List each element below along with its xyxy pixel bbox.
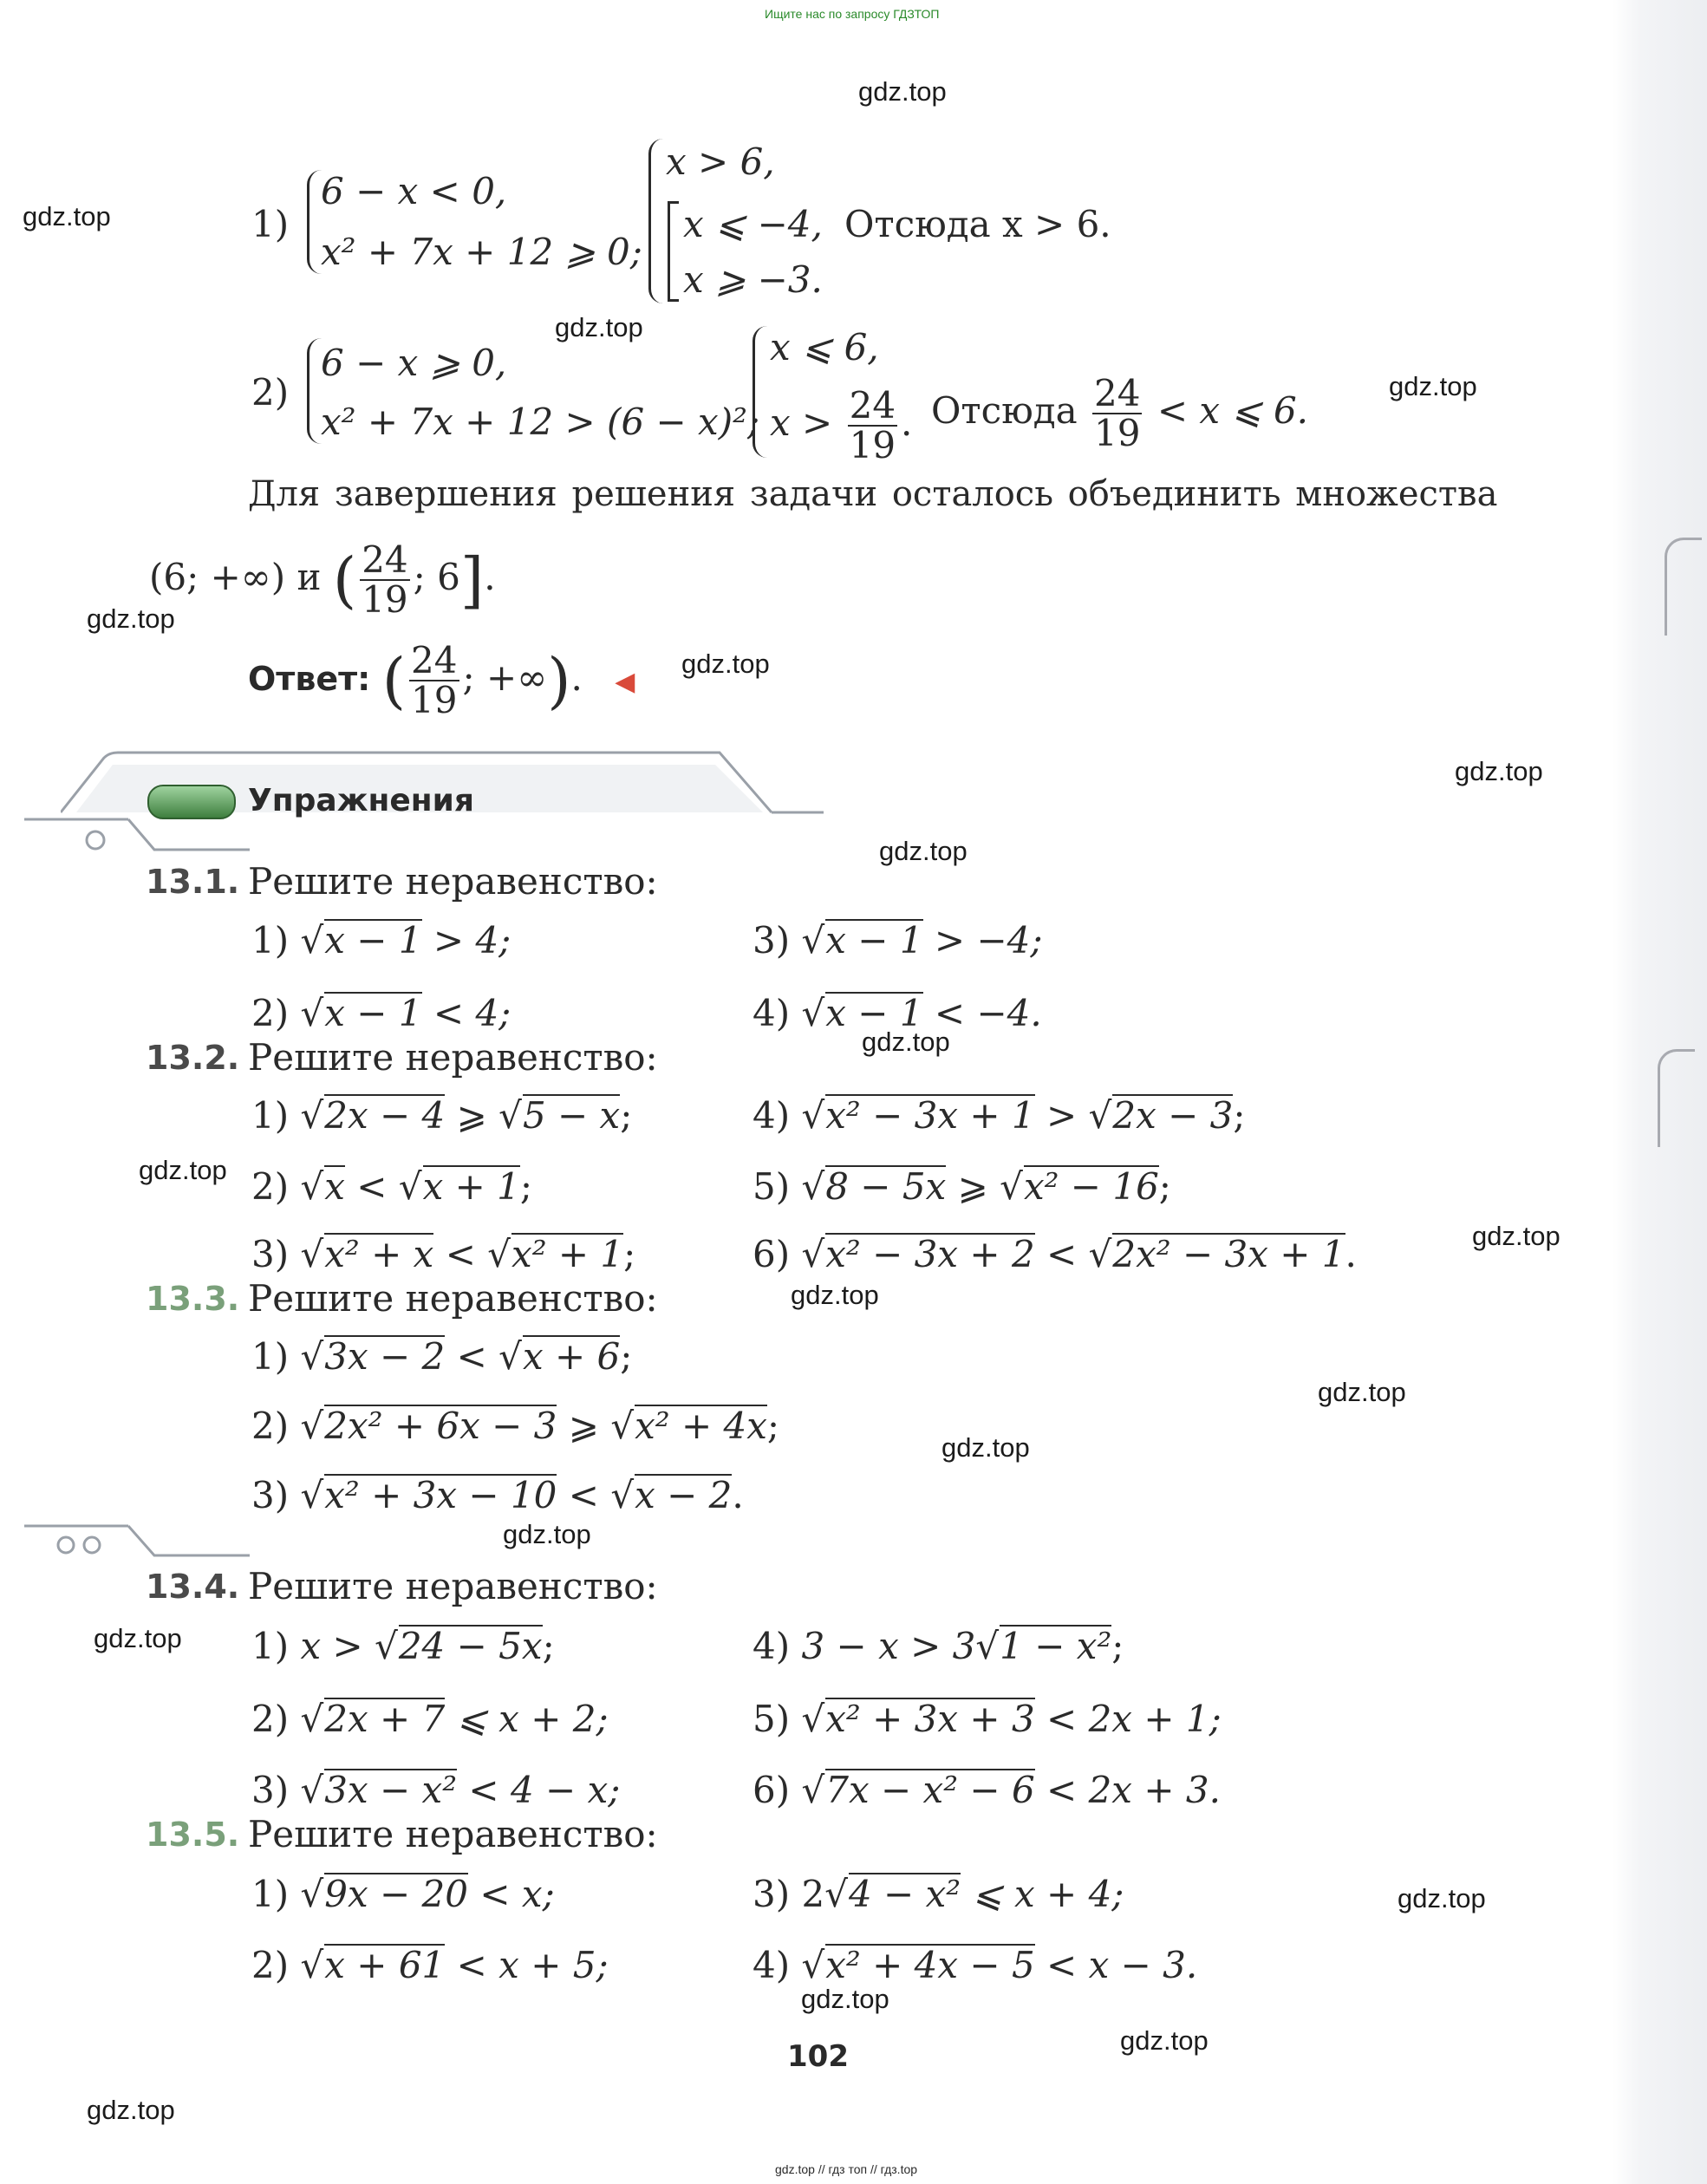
fraction-denominator: 19 <box>849 424 896 467</box>
watermark: gdz.top <box>681 649 770 679</box>
radicand: x² + 3x − 10 <box>324 1474 557 1516</box>
item-rest: ; <box>542 1625 555 1667</box>
difficulty-rule-two-circles <box>24 1521 250 1561</box>
item-rest: < x + 5; <box>445 1944 609 1986</box>
item-end: ; <box>620 1335 633 1378</box>
item-end: ; <box>1233 1094 1246 1137</box>
watermark: gdz.top <box>791 1280 879 1310</box>
case2-label: 2) <box>251 371 290 414</box>
item-label: 3) <box>251 1769 290 1811</box>
item-label: 1) <box>251 1094 290 1137</box>
item-label: 2) <box>251 1165 290 1208</box>
item-rest: < x; <box>467 1873 555 1915</box>
item-label: 5) <box>753 1698 791 1740</box>
exercise-13-5-item-4: 4) √x² + 4x − 5 < x − 3. <box>753 1944 1198 1986</box>
exercise-13-2-item-3: 3) √x² + x < √x² + 1; <box>251 1233 636 1275</box>
case2-result-brace <box>753 326 767 458</box>
case1-label: 1) <box>251 203 290 245</box>
radicand-2: x + 1 <box>422 1165 520 1208</box>
fraction-numerator: 24 <box>411 639 458 681</box>
exercise-number-13-1: 13.1. <box>146 863 240 901</box>
case1-result-line1: x > 6, <box>666 140 775 183</box>
watermark: gdz.top <box>858 76 947 107</box>
radicand: 1 − x² <box>1000 1625 1112 1667</box>
watermark: gdz.top <box>23 201 111 231</box>
relation: < <box>1034 1233 1089 1275</box>
radicand: x² − 3x + 2 <box>825 1233 1035 1275</box>
exercise-number-13-2: 13.2. <box>146 1039 240 1077</box>
watermark: gdz.top <box>555 312 643 342</box>
radicand: 7x − x² − 6 <box>825 1769 1035 1811</box>
item-rest: < 2x + 3. <box>1034 1769 1221 1811</box>
exercise-13-5-item-2: 2) √x + 61 < x + 5; <box>251 1944 609 1986</box>
union-intervals: (6; +∞) и ( $\frac{24}{19}$ ; 6]. <box>149 538 496 622</box>
item-label: 2) <box>251 992 290 1034</box>
exercise-13-2-item-1: 1) √2x − 4 ⩾ √5 − x; <box>251 1094 633 1137</box>
exercise-13-1-item-1 <box>251 919 511 962</box>
item-label: 6) <box>753 1769 791 1811</box>
case1-system-line2: x² + 7x + 12 ⩾ 0; <box>321 231 642 273</box>
sqrt-sign: √ <box>801 992 825 1034</box>
item-rest: ; <box>1111 1625 1124 1667</box>
interval-two-fraction <box>360 538 409 622</box>
radicand-2: 2x² − 3x + 1 <box>1112 1233 1345 1275</box>
answer-line: Ответ: ( $\frac{24}{19}$ ; +∞). ◀ <box>248 639 635 722</box>
exercise-13-4-item-4: 4) 3 − x > 3√1 − x²; <box>753 1625 1124 1667</box>
margin-bracket-bottom <box>1658 1049 1695 1147</box>
exercise-title-13-3: Решите неравенство: <box>248 1277 658 1320</box>
sqrt-sign: √ <box>300 992 324 1034</box>
case2-system-line2: x² + 7x + 12 > (6 − x)²; <box>321 401 760 443</box>
case1-system-brace <box>307 170 322 274</box>
radicand: x² + 4x − 5 <box>825 1944 1035 1986</box>
item-label: 5) <box>753 1165 791 1208</box>
exercise-13-4-item-3: 3) √3x − x² < 4 − x; <box>251 1769 621 1811</box>
case2-result-prefix: x > <box>770 401 833 445</box>
item-label: 2) <box>251 1944 290 1986</box>
item-label: 2) <box>251 1405 290 1447</box>
watermark: gdz.top <box>1472 1221 1560 1251</box>
watermark: gdz.top <box>87 2095 175 2125</box>
exercise-13-4-item-1: 1) x > √24 − 5x; <box>251 1625 555 1667</box>
item-lead: x > <box>300 1625 375 1667</box>
fraction-denominator: 19 <box>411 679 458 722</box>
item-rest: < 4 − x; <box>457 1769 621 1811</box>
radicand: x − 1 <box>825 919 923 962</box>
section-title: Упражнения <box>248 783 475 818</box>
item-label: 1) <box>251 1335 290 1378</box>
item-rest: ⩽ x + 2; <box>445 1698 609 1740</box>
end-of-solution-icon: ◀ <box>615 667 635 698</box>
exercise-number-13-5: 13.5. <box>146 1816 240 1854</box>
item-label: 3) <box>753 919 791 962</box>
case1-result-line2: x ⩽ −4, <box>683 203 823 245</box>
exercise-title-13-2: Решите неравенство: <box>248 1036 658 1079</box>
watermark: gdz.top <box>1398 1883 1486 1913</box>
watermark: gdz.top <box>1318 1377 1406 1407</box>
item-label: 4) <box>753 1094 791 1137</box>
item-label: 1) <box>251 1625 290 1667</box>
exercise-13-2-item-2: 2) √x < √x + 1; <box>251 1165 533 1208</box>
exercise-13-2-item-6: 6) √x² − 3x + 2 < √2x² − 3x + 1. <box>753 1233 1357 1275</box>
item-lead: 3 − x > 3 <box>801 1625 976 1667</box>
radicand-2: x + 6 <box>522 1335 621 1378</box>
case2-fraction <box>848 384 897 467</box>
relation: ⩾ <box>557 1405 611 1447</box>
radicand: 3x − 2 <box>324 1335 446 1378</box>
radicand: 2x² + 6x − 3 <box>324 1405 557 1447</box>
exercise-13-3-item-3: 3) √x² + 3x − 10 < √x − 2. <box>251 1474 744 1516</box>
item-rest: < −4. <box>922 992 1042 1034</box>
item-label: 1) <box>251 919 290 962</box>
relation: > <box>1034 1094 1089 1137</box>
item-rest: < x − 3. <box>1034 1944 1198 1986</box>
radicand-2: 2x − 3 <box>1112 1094 1234 1137</box>
watermark: gdz.top <box>1120 2025 1209 2056</box>
exercise-number-13-4: 13.4. <box>146 1568 240 1606</box>
item-rest: ⩽ x + 4; <box>961 1873 1124 1915</box>
radicand: 9x − 20 <box>324 1873 468 1915</box>
radicand-2: x − 2 <box>635 1474 733 1516</box>
item-end: ; <box>766 1405 780 1447</box>
item-rest: > 4; <box>421 919 511 962</box>
item-label: 1) <box>251 1873 290 1915</box>
exercise-13-3-item-1: 1) √3x − 2 < √x + 6; <box>251 1335 633 1378</box>
radicand: 2x + 7 <box>324 1698 446 1740</box>
radicand: x − 1 <box>324 919 422 962</box>
watermark: gdz.top <box>94 1623 182 1653</box>
page-number: 102 <box>787 2039 849 2074</box>
fraction-numerator: 24 <box>1094 372 1141 414</box>
item-lead: 2 <box>801 1873 825 1915</box>
item-end: ; <box>623 1233 636 1275</box>
relation: ⩾ <box>445 1094 499 1137</box>
watermark: gdz.top <box>1389 371 1477 401</box>
exercise-13-3-item-2: 2) √2x² + 6x − 3 ⩾ √x² + 4x; <box>251 1405 780 1447</box>
watermark: gdz.top <box>1455 756 1543 786</box>
exercise-13-1-item-2 <box>251 992 511 1032</box>
case1-union-bracket <box>668 201 679 302</box>
item-label: 4) <box>753 1944 791 1986</box>
bracket-close: ] <box>459 544 485 616</box>
answer-fraction <box>409 639 459 722</box>
exercise-13-1-item-3 <box>753 919 1043 962</box>
item-label: 4) <box>753 992 791 1034</box>
case2-system-brace <box>307 338 322 444</box>
radicand: x − 1 <box>825 992 923 1034</box>
item-label: 3) <box>251 1474 290 1516</box>
watermark: gdz.top <box>879 836 968 866</box>
sqrt-sign: √ <box>801 919 825 962</box>
combine-sets-text: Для завершения решения задачи осталось объединить множества <box>248 474 1498 514</box>
item-end: . <box>732 1474 744 1516</box>
exercise-13-5-item-1: 1) √9x − 20 < x; <box>251 1873 555 1915</box>
fraction-denominator: 19 <box>362 578 408 622</box>
exercise-title-13-1: Решите неравенство: <box>248 860 658 903</box>
relation: < <box>344 1165 399 1208</box>
watermark: gdz.top <box>801 1984 889 2014</box>
case2-conclusion <box>931 372 1309 455</box>
fraction-numerator: 24 <box>362 538 408 581</box>
radicand: x − 1 <box>324 992 422 1034</box>
exercise-13-2-item-5: 5) √8 − 5x ⩾ √x² − 16; <box>753 1165 1171 1208</box>
item-rest: < 2x + 1; <box>1034 1698 1222 1740</box>
exercise-13-2-item-4: 4) √x² − 3x + 1 > √2x − 3; <box>753 1094 1246 1137</box>
radicand: 24 − 5x <box>398 1625 543 1667</box>
exercise-13-4-item-2: 2) √2x + 7 ⩽ x + 2; <box>251 1698 609 1740</box>
relation: < <box>557 1474 611 1516</box>
relation: < <box>445 1335 499 1378</box>
radicand: x² − 3x + 1 <box>825 1094 1035 1137</box>
exercise-number-13-3: 13.3. <box>146 1280 240 1318</box>
margin-bracket-top <box>1665 538 1702 636</box>
case2-conclusion-fraction <box>1092 372 1142 455</box>
section-rule-left <box>24 811 250 854</box>
item-end: ; <box>519 1165 533 1208</box>
radicand: 8 − 5x <box>825 1165 947 1208</box>
answer-label: Ответ: <box>248 660 371 699</box>
radicand-2: x² + 1 <box>511 1233 624 1275</box>
radicand: x + 61 <box>324 1944 446 1986</box>
case1-conclusion: Отсюда x > 6. <box>844 203 1111 245</box>
interval-one: (6; +∞) и <box>149 556 322 599</box>
radicand: x <box>324 1165 345 1208</box>
fraction-numerator: 24 <box>849 384 896 427</box>
radicand-2: 5 − x <box>522 1094 621 1137</box>
answer-interval-end: ; +∞ <box>462 656 548 700</box>
item-rest: < 4; <box>421 992 511 1034</box>
item-label: 3) <box>251 1233 290 1275</box>
header-notice: Ищите нас по запросу ГДЗТОП <box>765 7 940 21</box>
case2-conclusion-suffix: < x ⩽ 6. <box>1156 389 1309 433</box>
watermark: gdz.top <box>941 1432 1030 1463</box>
paren-open: ( <box>332 544 357 616</box>
case1-result-line3: x ⩾ −3. <box>683 258 823 301</box>
item-end: . <box>1345 1233 1357 1275</box>
watermark: gdz.top <box>139 1155 227 1185</box>
exercise-title-13-4: Решите неравенство: <box>248 1565 658 1607</box>
fraction-denominator: 19 <box>1094 412 1141 455</box>
radicand: x² + 3x + 3 <box>825 1698 1035 1740</box>
radicand: 4 − x² <box>848 1873 961 1915</box>
item-label: 3) <box>753 1873 791 1915</box>
exercise-13-4-item-6: 6) √7x − x² − 6 < 2x + 3. <box>753 1769 1221 1811</box>
exercise-13-5-item-3: 3) 2√4 − x² ⩽ x + 4; <box>753 1873 1124 1915</box>
case2-result-line1: x ⩽ 6, <box>770 326 879 368</box>
item-rest: > −4; <box>922 919 1043 962</box>
radicand: x² + x <box>324 1233 434 1275</box>
exercise-13-4-item-5: 5) √x² + 3x + 3 < 2x + 1; <box>753 1698 1222 1740</box>
case2-conclusion-prefix: Отсюда <box>931 389 1078 433</box>
radicand-2: x² + 4x <box>635 1405 767 1447</box>
item-label: 4) <box>753 1625 791 1667</box>
case2-system-line1: 6 − x ⩾ 0, <box>321 342 507 384</box>
footer-notice: gdz.top // гдз топ // гдз.top <box>775 2162 918 2176</box>
item-label: 6) <box>753 1233 791 1275</box>
watermark: gdz.top <box>87 603 175 634</box>
radicand-2: x² − 16 <box>1023 1165 1159 1208</box>
paren-close: ) <box>547 645 571 717</box>
case2-result-line2: x > $\frac{24}{19}$ . <box>770 384 913 467</box>
sqrt-sign: √ <box>300 919 324 962</box>
case1-system-line1: 6 − x < 0, <box>321 170 507 212</box>
item-end: ; <box>620 1094 633 1137</box>
radicand: 2x − 4 <box>324 1094 446 1137</box>
relation: ⩾ <box>946 1165 1000 1208</box>
watermark: gdz.top <box>503 1519 591 1549</box>
paren-open: ( <box>381 645 407 717</box>
item-end: ; <box>1158 1165 1171 1208</box>
exercise-title-13-5: Решите неравенство: <box>248 1813 658 1855</box>
watermark: gdz.top <box>862 1027 950 1057</box>
relation: < <box>433 1233 488 1275</box>
item-label: 2) <box>251 1698 290 1740</box>
interval-two-end: ; 6 <box>413 556 460 599</box>
radicand: 3x − x² <box>324 1769 458 1811</box>
case1-result-brace <box>648 139 663 303</box>
